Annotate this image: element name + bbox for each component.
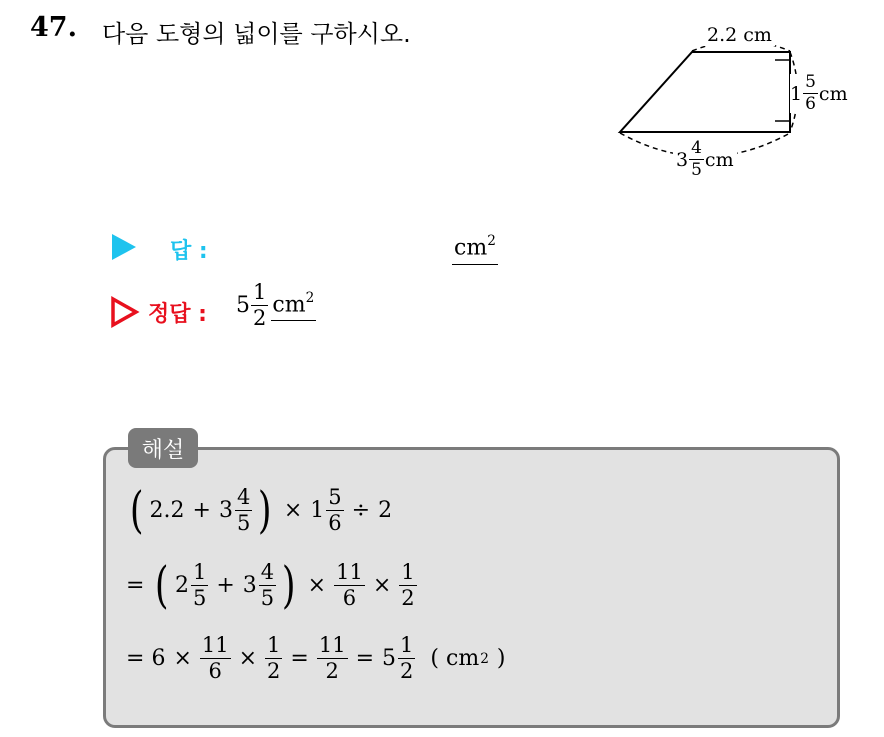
bottom-denominator: 5 bbox=[691, 160, 702, 180]
times-sign: × bbox=[283, 497, 303, 523]
bottom-whole: 3 bbox=[676, 148, 689, 171]
fraction bbox=[259, 559, 276, 610]
unit: cm bbox=[446, 646, 480, 671]
numerator: 1 bbox=[400, 633, 414, 657]
correct-unit-text: cm bbox=[272, 292, 306, 318]
right-paren: ) bbox=[258, 481, 272, 539]
denominator: 2 bbox=[267, 659, 281, 683]
numerator: 5 bbox=[328, 484, 342, 509]
solution-line-1 bbox=[125, 481, 393, 539]
mixed-whole: 3 bbox=[242, 572, 257, 598]
solution-line-3 bbox=[125, 635, 506, 682]
denominator: 2 bbox=[401, 585, 415, 610]
times-sign: × bbox=[372, 572, 392, 598]
bottom-base-label bbox=[673, 140, 737, 179]
fraction bbox=[398, 635, 415, 682]
numerator: 11 bbox=[318, 633, 346, 657]
top-base-label: 2.2 cm bbox=[704, 24, 775, 46]
times-sign: × bbox=[307, 572, 327, 598]
fraction bbox=[334, 559, 365, 610]
left-paren: ( bbox=[129, 481, 144, 539]
fraction bbox=[235, 484, 252, 535]
mixed-whole: 2 bbox=[174, 572, 189, 598]
answer-unit: cm bbox=[454, 235, 488, 261]
correct-label: 정답 : bbox=[148, 302, 207, 327]
fraction bbox=[200, 635, 231, 682]
equals-sign: = bbox=[290, 646, 309, 671]
numerator: 1 bbox=[267, 633, 281, 657]
height-label bbox=[790, 74, 848, 113]
unit-exponent: 2 bbox=[480, 650, 489, 667]
equals-sign: = bbox=[126, 646, 145, 671]
correct-unit bbox=[271, 290, 316, 321]
height-fraction bbox=[803, 74, 818, 113]
equals-sign: = bbox=[355, 646, 375, 671]
bottom-unit: cm bbox=[704, 148, 734, 171]
mixed-whole: 5 bbox=[382, 646, 397, 671]
plus-sign: + bbox=[192, 497, 211, 523]
correct-numerator: 1 bbox=[253, 280, 267, 304]
answer-blank[interactable] bbox=[452, 233, 498, 265]
numerator: 4 bbox=[260, 559, 275, 584]
answer-label: 답 : bbox=[170, 239, 208, 264]
times-sign: × bbox=[173, 646, 192, 671]
denominator: 5 bbox=[260, 585, 275, 610]
right-paren: ) bbox=[282, 556, 296, 614]
left-paren: ( bbox=[155, 556, 170, 614]
fraction bbox=[326, 484, 343, 535]
denominator: 6 bbox=[328, 510, 342, 535]
solution-line-2 bbox=[125, 556, 418, 614]
solution-tab: 해설 bbox=[128, 428, 198, 468]
mixed-whole: 3 bbox=[218, 497, 233, 523]
correct-whole: 5 bbox=[236, 293, 250, 318]
answer-unit-exponent: 2 bbox=[487, 233, 496, 249]
height-numerator: 5 bbox=[805, 72, 816, 92]
correct-fraction bbox=[251, 282, 268, 329]
denominator: 6 bbox=[208, 659, 222, 683]
denominator: 5 bbox=[236, 510, 251, 535]
denominator: 6 bbox=[342, 585, 357, 610]
times-sign: × bbox=[238, 646, 258, 671]
equals-sign: = bbox=[126, 572, 145, 598]
unit-close-paren: ) bbox=[496, 646, 506, 671]
height-unit: cm bbox=[818, 82, 848, 105]
question-text: 다음 도형의 넓이를 구하시오. bbox=[102, 20, 411, 48]
mixed-whole: 1 bbox=[310, 497, 325, 523]
fraction bbox=[317, 635, 348, 682]
height-denominator: 6 bbox=[805, 94, 816, 114]
term: 2.2 bbox=[149, 497, 185, 523]
numerator: 4 bbox=[236, 484, 251, 509]
correct-denominator: 2 bbox=[253, 306, 267, 330]
fraction bbox=[265, 635, 282, 682]
plus-sign: + bbox=[216, 572, 235, 598]
term: 6 bbox=[151, 646, 166, 671]
term: 2 bbox=[378, 497, 393, 523]
bottom-numerator: 4 bbox=[691, 138, 702, 158]
numerator: 11 bbox=[201, 633, 229, 657]
denominator: 2 bbox=[325, 659, 339, 683]
height-whole: 1 bbox=[790, 82, 803, 105]
fraction bbox=[191, 559, 208, 610]
fraction bbox=[399, 559, 416, 610]
numerator: 1 bbox=[192, 559, 207, 584]
correct-marker-icon bbox=[110, 296, 140, 328]
question-number: 47. bbox=[30, 12, 77, 43]
denominator: 5 bbox=[192, 585, 207, 610]
bottom-fraction bbox=[689, 140, 704, 179]
denominator: 2 bbox=[400, 659, 414, 683]
unit-open-paren: ( bbox=[430, 646, 439, 671]
divide-sign: ÷ bbox=[351, 497, 371, 523]
numerator: 1 bbox=[401, 559, 415, 584]
answer-marker-icon bbox=[112, 234, 136, 260]
trapezoid-shape bbox=[620, 52, 790, 132]
numerator: 11 bbox=[336, 559, 363, 584]
correct-unit-exponent: 2 bbox=[305, 290, 315, 307]
correct-value bbox=[236, 282, 316, 329]
